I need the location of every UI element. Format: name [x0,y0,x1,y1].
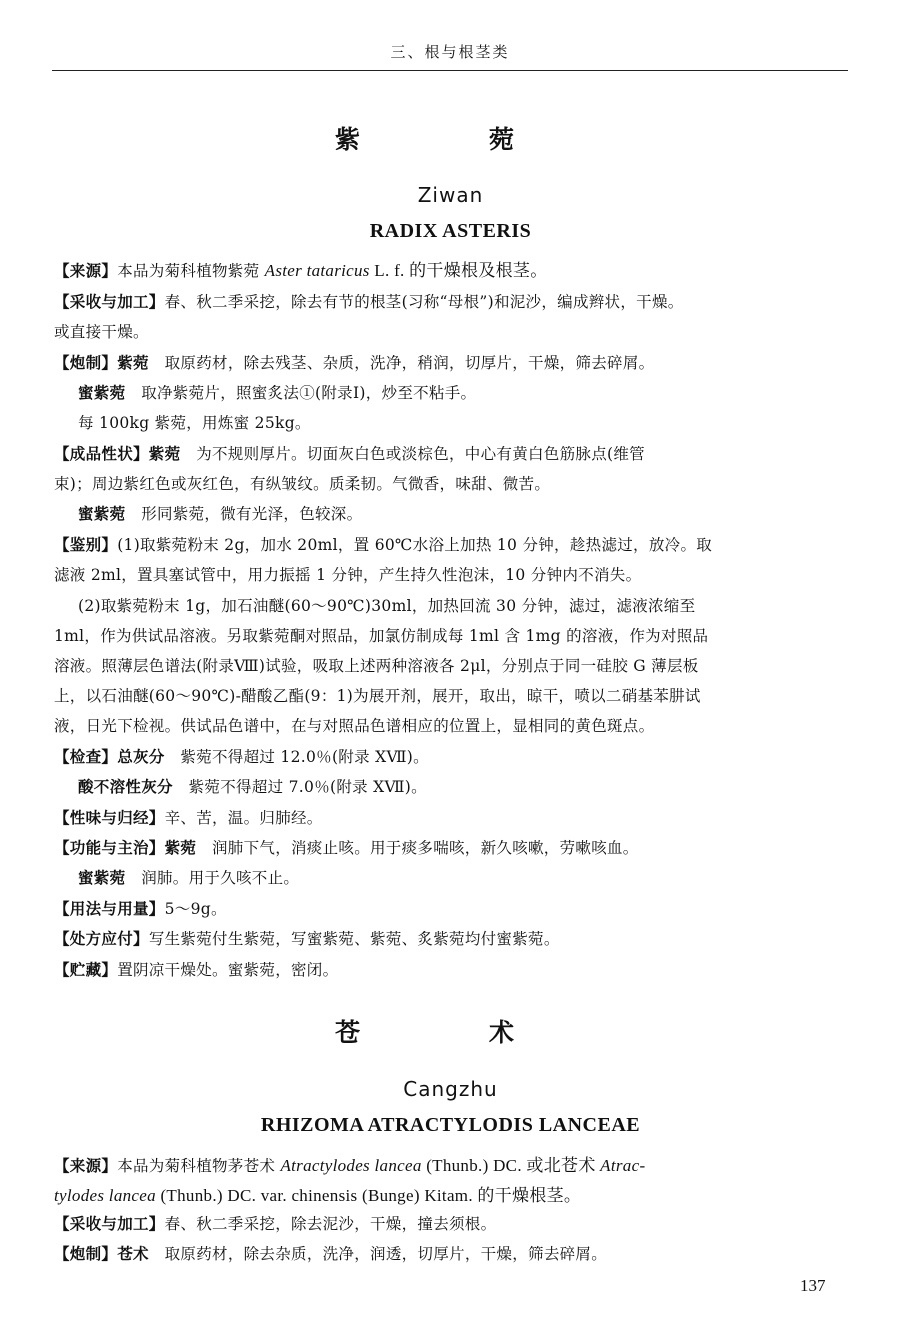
source-line-2-cont [54,1181,824,1206]
appearance-line [54,442,824,464]
processing-tag: 【炮制】苍术 [54,1245,149,1263]
text: (Thunb.) DC. 或北苍术 [421,1156,601,1175]
processing-line-2 [54,1242,824,1264]
entry-title-cangzhu: 苍 术 [334,1018,566,1047]
harvest-tag: 【采收与加工】 [54,1215,165,1233]
text: 本品为菊科植物茅苍术 [117,1157,276,1175]
identification-tag: 【鉴别】 [54,536,118,554]
inspection-line [54,745,824,767]
identification-line-5: 溶液。照薄层色谱法(附录Ⅷ)试验，吸取上述两种溶液各 2μl，分别点于同一硅胶 G 薄层板 [54,657,699,675]
harvest-tag: 【采收与加工】 [54,293,165,311]
species-name: Atractylodes lancea [280,1156,422,1175]
latin-name-cangzhu: RHIZOMA ATRACTYLODIS LANCEAE [260,1114,641,1136]
text: 紫菀不得超过 12.0％(附录 XⅦ)。 [164,748,429,766]
dosage-ratio-line: 每 100kg 紫菀，用炼蜜 25kg。 [78,414,311,432]
identification-line-4: 1ml，作为供试品溶液。另取紫菀酮对照品，加氯仿制成每 1ml 含 1mg 的溶液，作为对照品 [54,627,709,645]
source-line [54,256,824,281]
prescription-tag: 【处方应付】 [54,930,149,948]
usage-tag: 【用法与用量】 [54,900,165,918]
subhead: 蜜紫菀 [78,505,126,523]
text: 形同紫菀，微有光泽，色较深。 [125,505,363,523]
source-line-2 [54,1151,824,1176]
running-header [52,38,848,71]
identification-line-3: (2)取紫菀粉末 1g，加石油醚(60～90℃)30ml，加热回流 30 分钟，滤过，滤液浓缩至 [78,597,696,615]
species-name: tylodes lancea [54,1186,156,1205]
honey-appearance-line [78,502,848,524]
source-tag: 【来源】 [54,262,118,280]
entry-title-ziwan: 紫 菀 [334,125,566,154]
latin-name-ziwan: RADIX ASTERIS [369,220,532,242]
nature-tag: 【性味与归经】 [54,809,165,827]
usage-line [54,897,824,919]
text: 春、秋二季采挖，除去泥沙，干燥，撞去须根。 [164,1215,497,1233]
subhead: 蜜紫菀 [78,384,126,402]
prescription-line [54,927,824,949]
text: 本品为菊科植物紫菀 [117,262,260,280]
running-header-text: 三、根与根茎类 [390,43,510,61]
text: 取净紫菀片，照蜜炙法①(附录Ⅰ)，炒至不粘手。 [125,384,477,402]
nature-line [54,806,824,828]
text: 取原药材，除去残茎、杂质，洗净，稍润，切厚片，干燥，筛去碎屑。 [148,354,655,372]
appearance-tag: 【成品性状】紫菀 [54,445,181,463]
processing-tag: 【炮制】紫菀 [54,354,149,372]
source-tag: 【来源】 [54,1157,118,1175]
identification-line-2: 滤液 2ml，置具塞试管中，用力振摇 1 分钟，产生持久性泡沫，10 分钟内不消失。 [54,566,642,584]
harvest-line-2 [54,1212,824,1234]
acid-ash-line [78,775,848,797]
processing-line [54,351,824,373]
honey-function-line [78,866,848,888]
harvest-line [54,290,824,312]
text: 写生紫菀付生紫菀，写蜜紫菀、紫菀、炙紫菀均付蜜紫菀。 [148,930,560,948]
function-line [54,836,824,858]
species-name: Aster tataricus [264,261,370,280]
subhead: 酸不溶性灰分 [78,778,173,796]
function-tag: 【功能与主治】紫菀 [54,839,197,857]
text: L. f. 的干燥根及根茎。 [369,261,548,280]
text: 5～9g。 [164,900,227,918]
identification-line-6: 上，以石油醚(60～90℃)-醋酸乙酯(9：1)为展开剂，展开，取出，晾干，喷以二硝基苯肼试 [54,687,701,705]
storage-tag: 【贮藏】 [54,961,118,979]
text: 取原药材，除去杂质，洗净，润透，切厚片，干燥，筛去碎屑。 [148,1245,608,1263]
subhead: 蜜紫菀 [78,869,126,887]
text: 润肺。用于久咳不止。 [125,869,300,887]
text: 润肺下气，消痰止咳。用于痰多喘咳，新久咳嗽，劳嗽咳血。 [196,839,639,857]
text: 春、秋二季采挖，除去有节的根茎(习称“母根”)和泥沙，编成辫状，干燥。 [164,293,684,311]
identification-line [54,533,824,555]
text: (Thunb.) DC. var. chinensis (Bunge) Kitam. 的干燥根茎。 [155,1186,582,1205]
species-name: Atrac- [600,1156,646,1175]
identification-line-7: 液，日光下检视。供试品色谱中，在与对照品色谱相应的位置上，显相同的黄色斑点。 [54,717,655,735]
text: 为不规则厚片。切面灰白色或淡棕色，中心有黄白色筋脉点(维管 [180,445,645,463]
text: 辛、苦，温。归肺经。 [164,809,323,827]
text: (1)取紫菀粉末 2g，加水 20ml，置 60℃水浴上加热 10 分钟，趁热滤过，放冷。取 [117,536,713,554]
page-number: 137 [800,1276,826,1295]
storage-line [54,958,824,980]
inspection-tag: 【检查】总灰分 [54,748,165,766]
text: 紫菀不得超过 7.0％(附录 XⅦ)。 [172,778,427,796]
pinyin-cangzhu: Cangzhu [403,1077,498,1101]
harvest-line-cont: 或直接干燥。 [54,323,149,341]
text: 置阴凉干燥处。蜜紫菀，密闭。 [117,961,339,979]
appearance-line-cont: 束)；周边紫红色或灰红色，有纵皱纹。质柔韧。气微香，味甜、微苦。 [54,475,551,493]
honey-processing-line [78,381,848,403]
pinyin-ziwan: Ziwan [417,183,484,207]
